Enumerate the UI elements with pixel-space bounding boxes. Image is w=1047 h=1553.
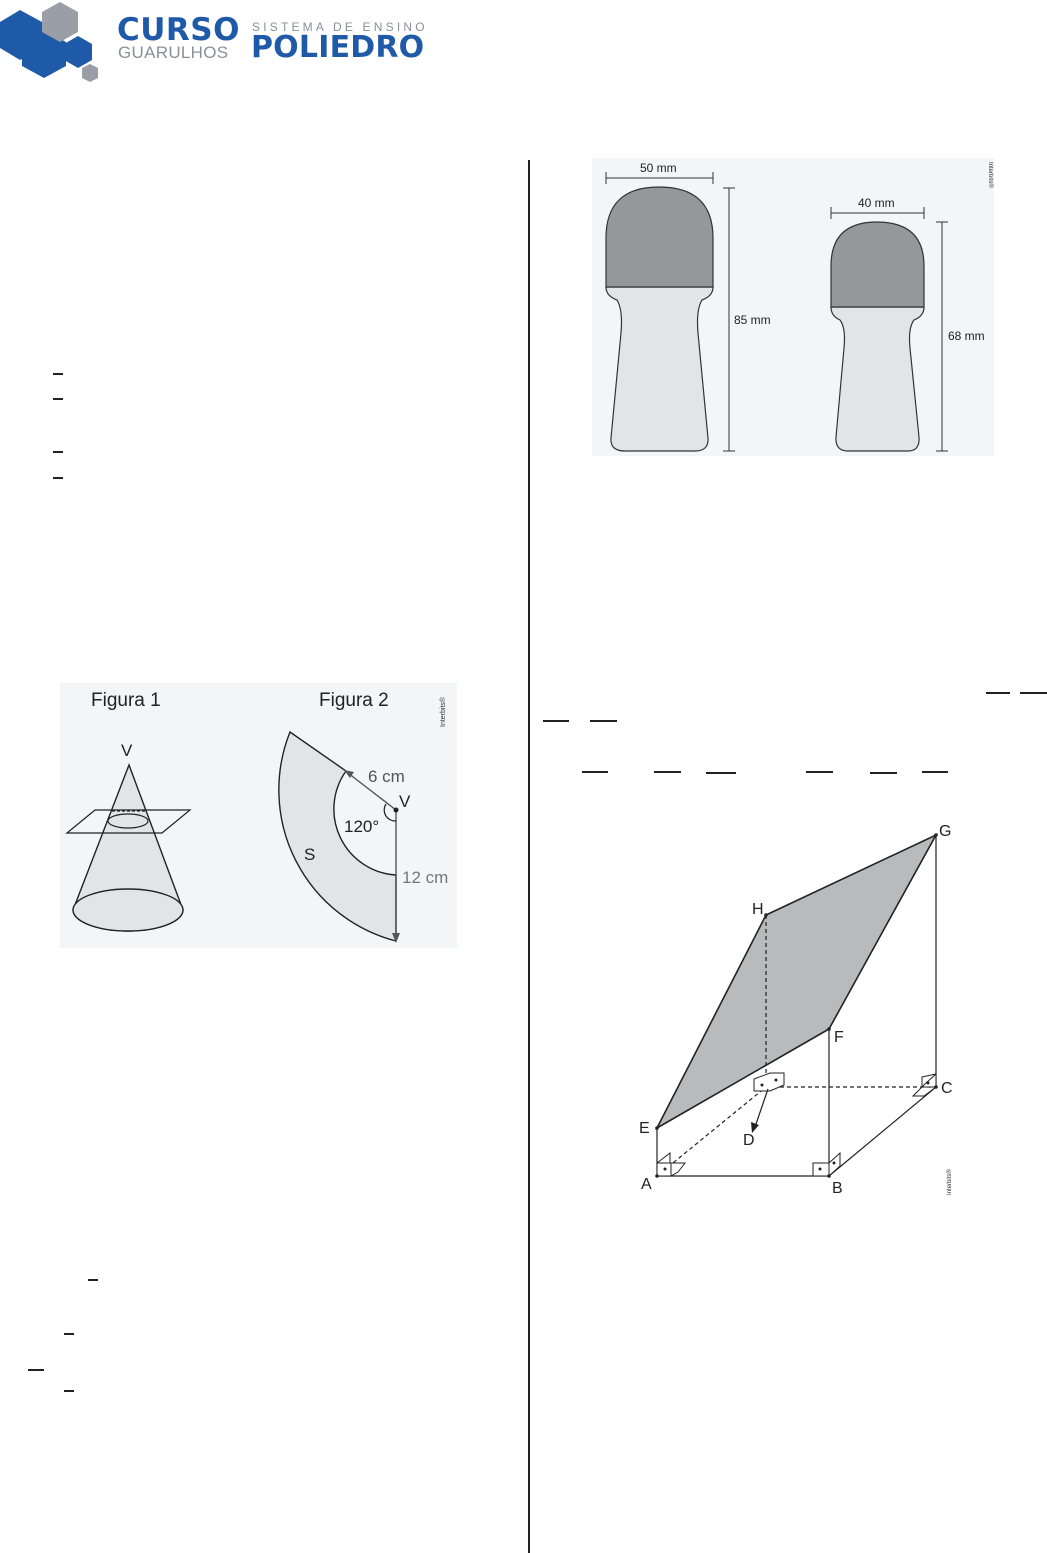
deodorant-figure	[592, 158, 994, 456]
figure1-title: Figura 1	[91, 690, 161, 711]
small-width-label: 40 mm	[858, 196, 895, 210]
brand-tagline: SISTEMA DE ENSINO	[252, 20, 428, 34]
vertex-label-e: E	[639, 1120, 650, 1137]
segment-overline	[543, 720, 569, 722]
vertex-label-a: A	[641, 1176, 652, 1193]
credit-text: Interbits®	[987, 162, 993, 188]
segment-overline	[706, 772, 736, 774]
fraction-bar	[53, 398, 63, 400]
region-label: S	[304, 845, 316, 864]
fraction-bar	[28, 1369, 44, 1371]
vertex-label-c: C	[941, 1080, 953, 1097]
fraction-bar	[64, 1333, 74, 1335]
vertex1-label: V	[121, 741, 133, 760]
segment-overline	[654, 771, 681, 773]
angle-label: 120°	[344, 817, 380, 836]
vertex-label-g: G	[939, 823, 952, 840]
column-divider	[528, 160, 530, 1553]
prism-figure	[630, 815, 960, 1200]
credit-text: Interbits®	[440, 696, 447, 727]
curso-logo-hexagons	[0, 0, 110, 90]
segment-overline	[870, 772, 897, 774]
outer-radius-label: 12 cm	[402, 868, 449, 887]
brand-guarulhos: GUARULHOS	[118, 43, 229, 62]
segment-overline	[922, 771, 948, 773]
segment-overline	[590, 720, 617, 722]
vertex-label-d: D	[743, 1132, 755, 1149]
fraction-bar	[53, 451, 63, 453]
vertex-label-b: B	[832, 1180, 843, 1197]
segment-overline	[1020, 692, 1047, 694]
fraction-bar	[53, 477, 63, 479]
vertex2-label: V	[399, 792, 411, 811]
large-height-label: 85 mm	[734, 313, 771, 327]
inner-radius-label: 6 cm	[368, 767, 405, 786]
brand-curso: CURSO	[117, 12, 240, 48]
vertex-label-f: F	[834, 1029, 844, 1046]
credit-text: Interbits®	[947, 1169, 953, 1195]
segment-overline	[986, 692, 1010, 694]
fraction-bar	[88, 1279, 98, 1281]
fraction-bar	[53, 373, 63, 375]
fraction-bar	[64, 1390, 74, 1392]
small-height-label: 68 mm	[948, 329, 985, 343]
figure2-title: Figura 2	[319, 690, 389, 711]
segment-overline	[806, 771, 833, 773]
brand-poliedro: POLIEDRO	[251, 30, 425, 65]
vertex-label-h: H	[752, 901, 764, 918]
cone-figure	[60, 683, 457, 948]
segment-overline	[582, 771, 608, 773]
large-width-label: 50 mm	[640, 161, 677, 175]
